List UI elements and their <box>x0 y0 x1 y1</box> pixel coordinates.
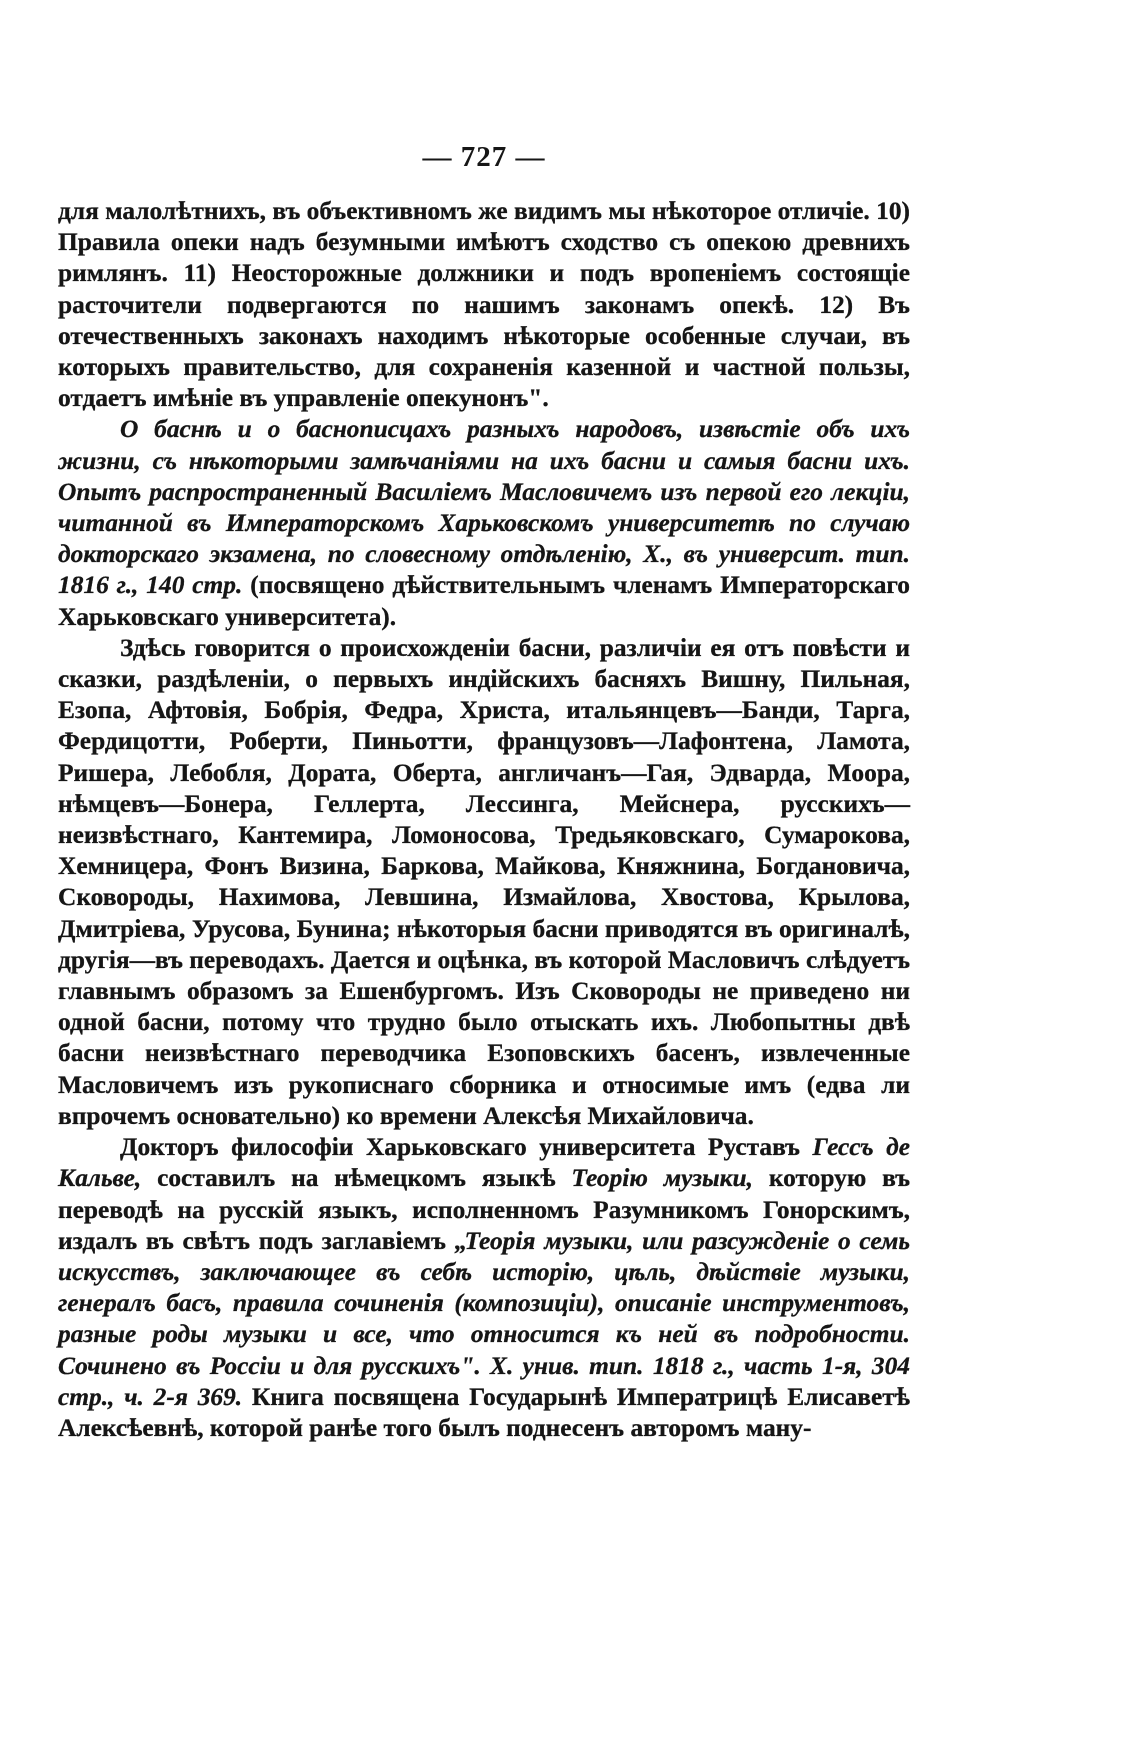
text-run: Здѣсь говорится о происхожденіи басни, различіи ея отъ повѣсти и сказки, раздѣленіи, о первыхъ индійскихъ басняхъ Вишну, Пильная, Езопа, Афтовія, Бобрія, Федра, Христа, итальянцевъ—Банди, Тарга, Фердицотти, Роберти, Пиньотти, французовъ—Лафонтена, Ламота, Ришера, Лебобля, Дората, Оберта, англичанъ—Гая, Эдварда, Moopa, нѣмцевъ—Бонера, Геллерта, Лессинга, Мейснера, русскихъ—неизвѣстнаго, Кантемира, Ломоносова, Тредьяковскаго, Сумарокова, Хемницера, Фонъ Визина, Баркова, Майкова, Княжнина, Богдановича, Сковороды, Нахимова, Левшина, Измайлова, Хвостова, Крылова, Дмитріева, Урусова, Бунина; нѣкоторыя басни приводятся въ оригиналѣ, другія—въ переводахъ. Дается и оцѣнка, въ которой Масловичъ слѣдуетъ главнымъ образомъ за Ешенбургомъ. Изъ Сковороды не приведено ни одной басни, потому что трудно было отыскать ихъ. Любопытны двѣ басни неизвѣстнаго переводчика Езоповскихъ басенъ, извлеченные Масловичемъ изъ рукописнаго сборника и относимые имъ (едва ли впрочемъ основательно) ко времени Алексѣя Михайловича. <box>58 633 910 1130</box>
text-run: для малолѣтнихъ, въ объективномъ же видимъ мы нѣкоторое отличіе. 10) Правила опеки надъ безумными имѣютъ сходство съ опекою древнихъ римлянъ. 11) Неосторожные должники и подъ вропеніемъ состоящіе расточители подвергаются по нашимъ законамъ опекѣ. 12) Въ отечественныхъ законахъ находимъ нѣкоторые особенные случаи, въ которыхъ правительство, для сохраненія казенной и частной пользы, отдаетъ имѣніе въ управленіе опекунонъ". <box>58 197 910 413</box>
paragraph-fable-description <box>58 633 910 1132</box>
paragraph-guardianship-continuation <box>58 196 910 414</box>
text-run: (посвящено дѣйствительнымъ членамъ Императорскаго Харьковскаго университета). <box>58 571 910 631</box>
book-page <box>58 140 910 1444</box>
text-run: составилъ на нѣмецкомъ языкѣ <box>141 1164 572 1193</box>
book-title-run: „Теорія музыки, или разсужденіе о семь искусствъ, заключающее въ себѣ исторію, цѣль, дѣйствіе музыки, генералъ басъ, правила сочиненія (композиціи), описаніе инструментовъ, разные роды музыки и все, что относится къ ней въ подробности. Сочинено въ Россіи и для русскихъ". Х. унив. тип. 1818 г., часть 1-я, 304 стр., ч. 2-я 369. <box>58 1226 910 1411</box>
book-title-run: Теорію музыки, <box>571 1164 753 1193</box>
author-name-run: Гессъ де Кальве, <box>58 1133 910 1193</box>
paragraph-fable-entry <box>58 414 910 632</box>
text-run: Книга посвящена Государынѣ Императрицѣ Елисаветѣ Алексѣевнѣ, которой ранѣе того былъ поднесенъ авторомъ ману- <box>58 1382 910 1442</box>
book-title-run: О баснѣ и о баснописцахъ разныхъ народовъ, извѣстіе объ ихъ жизни, съ нѣкоторыми замѣчаніями на ихъ басни и самыя басни ихъ. Опытъ распространенный Василіемъ Масловичемъ изъ первой его лекціи, читанной въ Императорскомъ Харьковскомъ университетѣ по случаю докторскаго экзамена, по словесному отдѣленію, Х., въ университ. тип. 1816 г., 140 стр. <box>58 415 910 600</box>
page-number: — 727 — <box>422 141 546 173</box>
text-run: Докторъ философіи Харьковскаго университета Руставъ <box>120 1133 813 1162</box>
paragraph-music-theory-entry <box>58 1132 910 1444</box>
text-run: которую въ переводѣ на русскій языкъ, исполненномъ Разумникомъ Гонорскимъ, издалъ въ свѣтъ подъ заглавіемъ <box>58 1164 910 1255</box>
